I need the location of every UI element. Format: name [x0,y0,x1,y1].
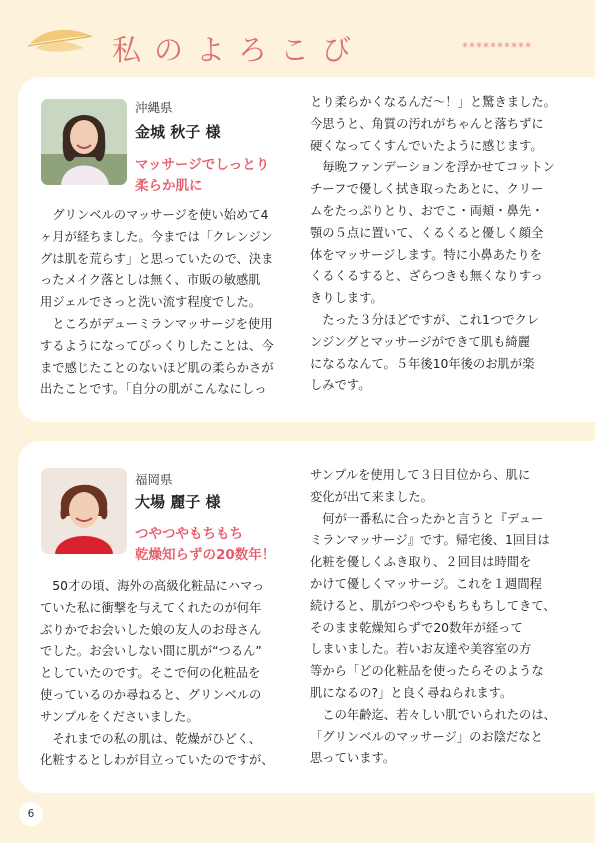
headline-line: 乾燥知らずの20数年！ [135,547,276,563]
paragraph: とり柔らかくなるんだ〜！」と驚きました。 今思うと、角質の汚れがちゃんと落ちずに 硬くなってくすんでいたように感じます。 [310,95,556,153]
page-title: 私のよろこび [112,33,365,67]
portrait-photo [41,99,127,185]
right-column-text [310,92,556,397]
headline-line: 柔らか肌に [135,178,203,194]
headline-line: つやつやもちもち [135,526,243,542]
paragraph: サンプルを使用して３日目位から、肌に 変化が出て来ました。 [310,468,531,504]
paragraph: グリンベルのマッサージを使い始めて4 ヶ月が経ちました。今までは「クレンジン グは肌を荒らす」と思っていたので、決ま ったメイク落としは無く、市販の敏感肌 用ジェルでさっと洗い流す程度でした。 [40,208,274,310]
left-column-text [40,576,274,772]
prefecture-label: 沖縄県 [135,100,173,115]
paragraph: それまでの私の肌は、乾燥がひどく、 化粧するとしわが目立っていたのですが、 [40,731,274,768]
paragraph: ところがデューミランマッサージを使用 するようになってびっくりしたことは、今 まで感じたことのないほど肌の柔らかさが 出たことです。「自分の肌がこんなにしっ [40,316,274,397]
paragraph: 50才の頃、海外の高級化粧品にハマっ ていた私に衝撃を与えてくれたのが何年 ぶりかでお会いした娘の友人のお母さん でした。お会いしない間に肌が“つるん” としていたのです。そこで何の化粧品を 使っているのか尋ねると、グリンベルの サンプルをくださいました。 [40,579,265,724]
left-column-text [40,205,274,401]
paragraph: 何が一番私に合ったかと言うと『デュー ミランマッサージ』です。帰宅後、1回目は 化粧を優しくふき取り、２回目は時間を かけて優しくマッサージ。これを１週間程 続けると、肌がつやつやもちもちしてきて、 そのまま乾燥知らずで20数年が経って しまいました。若いお友達や美容室の方 等から「どの化粧品を使ったらそのような 肌になるの?」と良く尋ねられます。 [310,511,556,700]
portrait-photo [41,468,127,554]
headline-line: マッサージでしっとり [135,157,270,173]
right-column-text [310,465,556,770]
testimonial-headline [135,524,275,566]
paragraph: この年齢迄、若々しい肌でいられたのは、 「グリンベルのマッサージ」のお陰だなと 思っています。 [310,707,556,766]
paragraph: たった３分ほどですが、これ1つでクレ ンジングとマッサージができて肌も綺麗 になるなんて。５年後10年後のお肌が楽 しみです。 [310,312,540,393]
page-number: 6 [19,802,43,826]
customer-name: 金城 秋子 様 [135,123,221,141]
page-header [0,0,595,78]
decorative-stars: ********** [462,40,532,54]
testimonial-headline [135,155,269,197]
prefecture-label: 福岡県 [135,472,173,487]
leaf-icon [26,24,96,64]
customer-name: 大場 麗子 様 [135,493,221,511]
paragraph: 毎晩ファンデーションを浮かせてコットン チーフで優しく拭き取ったあとに、クリー ムをたっぷりとり、おでこ・両頬・鼻先・ 顎の５点に置いて、くるくると優しく顔全 体をマッサージします。特に小鼻あたりを くるくるすると、ざらつきも無くなりすっ きりします。 [310,160,555,306]
